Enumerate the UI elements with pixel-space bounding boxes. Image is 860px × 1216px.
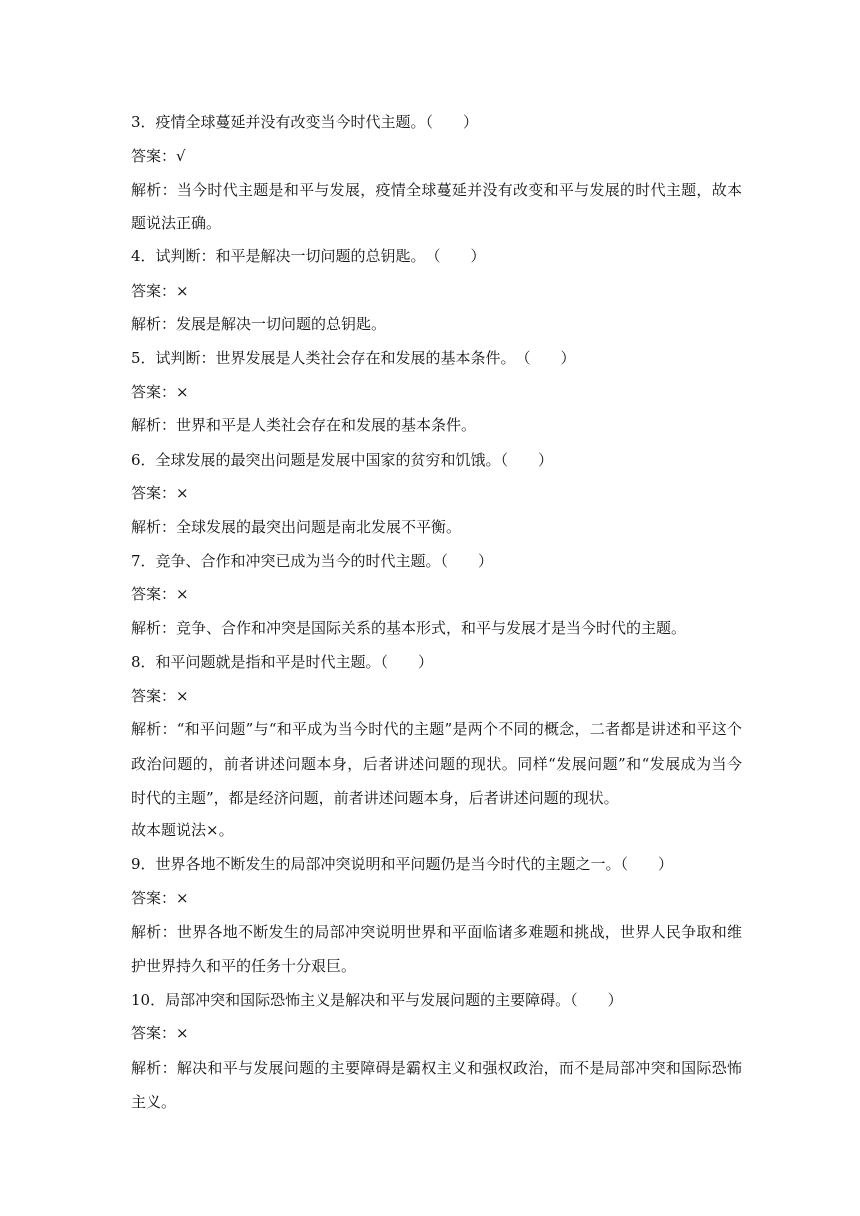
question-7: 7．竞争、合作和冲突已成为当今的时代主题。（ ） (131, 552, 494, 570)
question-8: 8．和平问题就是指和平是时代主题。（ ） (131, 653, 434, 671)
answer-5: 答案：× (131, 383, 189, 401)
explanation-9-line-1: 解析：世界各地不断发生的局部冲突说明世界和平面临诸多难题和挑战，世界人民争取和维 (131, 923, 742, 941)
question-6: 6．全球发展的最突出问题是发展中国家的贫穷和饥饿。（ ） (131, 451, 554, 469)
explanation-10-line-2: 主义。 (131, 1093, 177, 1111)
explanation-8-line-1: 解析：“和平问题”与“和平成为当今时代的主题”是两个不同的概念，二者都是讲述和平这个 (131, 720, 742, 738)
explanation-5: 解析：世界和平是人类社会存在和发展的基本条件。 (131, 416, 477, 434)
explanation-10-line-1: 解析：解决和平与发展问题的主要障碍是霸权主义和强权政治，而不是局部冲突和国际恐怖 (131, 1059, 742, 1077)
explanation-9-line-2: 护世界持久和平的任务十分艰巨。 (131, 957, 357, 975)
explanation-8-line-2: 政治问题的，前者讲述问题本身，后者讲述问题的现状。同样“发展问题”和“发展成为当今 (131, 755, 742, 773)
answer-7: 答案：× (131, 585, 189, 603)
answer-10: 答案：× (131, 1024, 189, 1042)
answer-3: 答案：√ (131, 147, 186, 165)
explanation-3-line-2: 题说法正确。 (131, 214, 222, 232)
explanation-4: 解析：发展是解决一切问题的总钥匙。 (131, 315, 387, 333)
answer-4: 答案：× (131, 282, 189, 300)
question-3: 3．疫情全球蔓延并没有改变当今时代主题。（ ） (131, 113, 479, 131)
answer-6: 答案：× (131, 484, 189, 502)
explanation-8-line-3: 时代的主题”，都是经济问题，前者讲述问题本身，后者讲述问题的现状。 (131, 789, 619, 807)
question-10: 10．局部冲突和国际恐怖主义是解决和平与发展问题的主要障碍。（ ） (131, 991, 623, 1009)
answer-9: 答案：× (131, 889, 189, 907)
explanation-6: 解析：全球发展的最突出问题是南北发展不平衡。 (131, 518, 462, 536)
question-4: 4．试判断：和平是解决一切问题的总钥匙。 （ ） (131, 247, 486, 265)
explanation-7: 解析：竞争、合作和冲突是国际关系的基本形式，和平与发展才是当今时代的主题。 (131, 619, 687, 637)
answer-8: 答案：× (131, 687, 189, 705)
question-5: 5．试判断：世界发展是人类社会存在和发展的基本条件。 （ ） (131, 349, 576, 367)
question-9: 9．世界各地不断发生的局部冲突说明和平问题仍是当今时代的主题之一。（ ） (131, 855, 674, 873)
explanation-3-line-1: 解析：当今时代主题是和平与发展，疫情全球蔓延并没有改变和平与发展的时代主题，故本 (131, 181, 742, 199)
explanation-8-line-4: 故本题说法×。 (131, 821, 234, 839)
